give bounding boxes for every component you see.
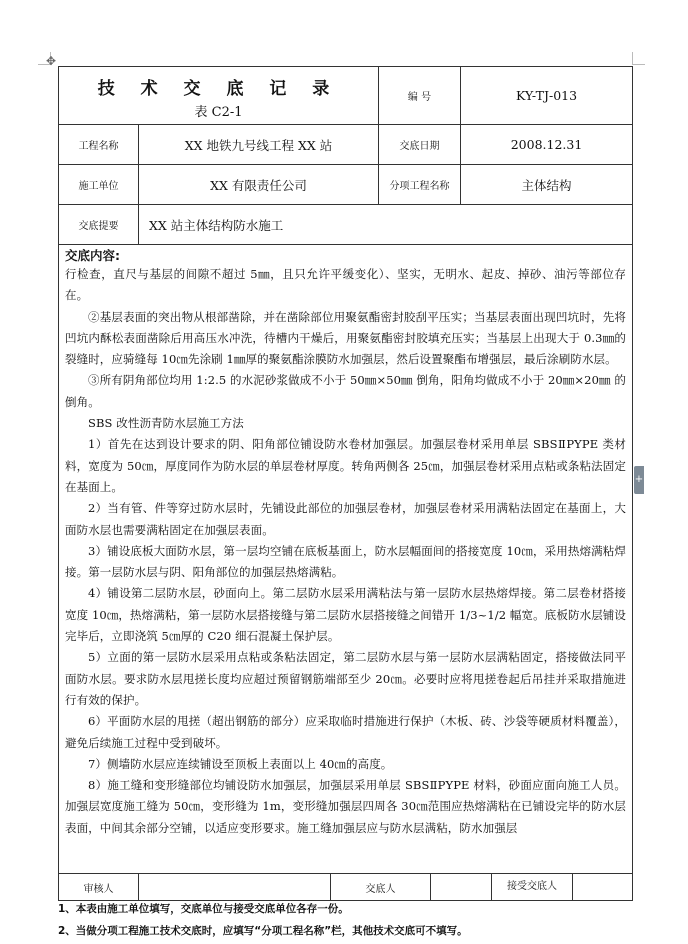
subproject-name-label: 分项工程名称 <box>379 165 461 205</box>
project-name-label: 工程名称 <box>59 125 139 165</box>
receiver-value[interactable] <box>573 874 632 900</box>
content-paragraph: 5）立面的第一层防水层采用点粘或条粘法固定，第二层防水层与第一层防水层满粘固定，搭接做法同平面防水层。要求防水层甩搓长度均应超过预留钢筋端部至少 20㎝。必要时应将甩搓卷起后吊挂并采取措施进行有效的保护。 <box>65 650 627 707</box>
content-paragraph: 4）铺设第二层防水层，砂面向上。第二层防水层采用满粘法与第一层防水层热熔焊接。第二层卷材搭接宽度 10㎝，热熔满粘，第一层防水层搭接缝与第二层防水层搭接缝之间错开 1/3~1/2 幅宽。底板防水层铺设完毕后，立即浇筑 5㎝厚的 C20 细石混凝土保护层。 <box>65 586 627 644</box>
form-header <box>59 67 379 125</box>
reviewer-label: 审核人 <box>59 874 139 901</box>
discloser-receiver-cell <box>431 874 633 901</box>
disclosure-content <box>59 245 633 874</box>
form-number: 表 C2-1 <box>194 104 243 120</box>
content-paragraph: ②基层表面的突出物从根部凿除，并在凿除部位用聚氨酯密封胶刮平压实；当基层表面出现凹坑时，先将凹坑内酥松表面凿除后用高压水冲洗，待槽内干燥后，用聚氨酯密封胶填充压实；当基层上出现大于 0.3㎜的裂缝时，应骑缝每 10㎝先涂刷 1㎜厚的聚氨酯涂膜防水加强层，然后设置聚酯布增强层，最后涂刷防水层。 <box>65 309 627 367</box>
content-paragraph: SBS 改性沥青防水层施工方法 <box>88 416 244 431</box>
move-icon[interactable]: ✥ <box>45 54 57 68</box>
content-paragraph: 3）铺设底板大面防水层，第一层均空铺在底板基面上，防水层幅面间的搭接宽度 10㎝，采用热熔满粘焊接。第一层防水层与阴、阳角部位的加强层热熔满粘。 <box>65 543 627 580</box>
plus-icon[interactable]: + <box>634 466 644 494</box>
footer-note-2: 2、当做分项工程施工技术交底时，应填写“分项工程名称”栏，其他技术交底可不填写。 <box>58 925 468 937</box>
footer-note-1: 1、本表由施工单位填写，交底单位与接受交底单位各存一份。 <box>58 903 349 915</box>
page-corner-mark-right <box>632 52 645 65</box>
disclosure-form-table <box>58 66 633 901</box>
content-paragraph: 6）平面防水层的甩搓（超出钢筋的部分）应采取临时措施进行保护（木板、砖、沙袋等硬质材料覆盖），避免后续施工过程中受到破坏。 <box>65 714 627 750</box>
content-paragraph: ③所有阴角部位均用 1:2.5 的水泥砂浆做成不小于 50㎜×50㎜ 倒角，阳角均做成不小于 20㎜×20㎜ 的倒角。 <box>65 373 627 409</box>
discloser-label: 交底人 <box>331 874 431 901</box>
receiver-label: 接受交底人 <box>491 874 573 900</box>
content-paragraph: 行检查，直尺与基层的间隙不超过 5㎜，且只允许平缓变化）、坚实，无明水、起皮、掉砂、油污等部位存在。 <box>65 267 627 303</box>
summary-value: XX 站主体结构防水施工 <box>139 205 633 245</box>
footer-notes <box>58 898 658 942</box>
discloser-value[interactable] <box>431 874 491 900</box>
subproject-name-value: 主体结构 <box>461 165 633 205</box>
form-title: 技 术 交 底 记 录 <box>97 78 340 99</box>
content-paragraph: 2）当有管、件等穿过防水层时，先铺设此部位的加强层卷材，加强层卷材采用满粘法固定在基面上，大面防水层也需要满粘固定在加强层表面。 <box>65 501 627 537</box>
number-value: KY-TJ-013 <box>461 67 633 125</box>
content-paragraph: 7）侧墙防水层应连续铺设至顶板上表面以上 40㎝的高度。 <box>88 756 393 771</box>
reviewer-value[interactable] <box>139 874 331 901</box>
content-paragraph: 8）施工缝和变形缝部位均铺设防水加强层，加强层采用单层 SBSⅡPYPE 材料，砂面应面向施工人员。加强层宽度施工缝为 50㎝，变形缝为 1m，变形缝加强层四周各 30㎝范围应热熔满粘在已铺设完毕的防水层表面，中间其余部分空铺，以适应变形要求。施工缝加强层应与防水层满粘，防水加强层 <box>65 778 627 835</box>
content-body <box>65 264 626 839</box>
project-name-value: XX 地铁九号线工程 XX 站 <box>139 125 379 165</box>
construction-unit-label: 施工单位 <box>59 165 139 205</box>
construction-unit-value: XX 有限责任公司 <box>139 165 379 205</box>
content-title: 交底内容: <box>65 248 120 263</box>
disclosure-date-value: 2008.12.31 <box>461 125 633 165</box>
summary-label: 交底提要 <box>59 205 139 245</box>
content-paragraph: 1）首先在达到设计要求的阴、阳角部位铺设防水卷材加强层。加强层卷材采用单层 SBSⅡPYPE 类材料，宽度为 50㎝，厚度同作为防水层的单层卷材厚度。转角两侧各 25㎝，加强层卷材采用点粘或条粘法固定在基面上。 <box>65 437 627 494</box>
disclosure-date-label: 交底日期 <box>379 125 461 165</box>
number-label: 编 号 <box>379 67 461 125</box>
